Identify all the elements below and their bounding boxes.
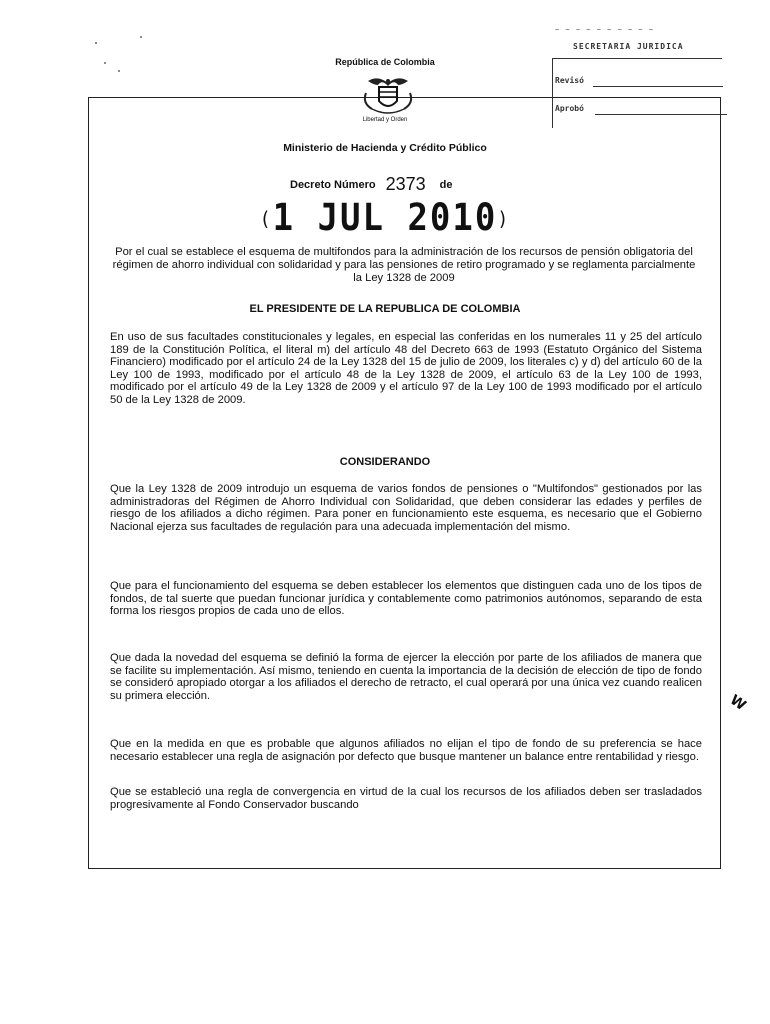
considerando-paragraph-5: Que se estableció una regla de convergencia en virtud de la cual los recursos de los afiliados deben ser trasladados progresivamente al Fondo Conservador buscando <box>110 786 702 811</box>
stamp-secretaria: SECRETARIA JURIDICA <box>573 42 684 51</box>
decree-number-line <box>290 172 452 193</box>
date-stamp-text: 1 JUL 2010 <box>272 196 498 240</box>
considerando-heading: CONSIDERANDO <box>339 456 431 468</box>
stamp-aprobo: Aprobó <box>555 104 584 113</box>
date-stamp: (1 JUL 2010) <box>259 196 511 240</box>
considerando-paragraph-2: Que para el funcionamiento del esquema se deben establecer los elementos que distinguen cada uno de los tipos de fondos, de tal suerte que puedan funcionar jurídica y contablemente como patrimonios autónomos, separando de esta forma los riesgos propios de cada uno de ellos. <box>110 580 702 618</box>
margin-initials: W <box>726 692 749 714</box>
considerando-paragraph-1: Que la Ley 1328 de 2009 introdujo un esquema de varios fondos de pensiones o "Multifondos" gestionados por las administradoras del Régimen de Ahorro Individual con Solidaridad, que deben considerar las edades y perfiles de riesgo de los afiliados a dicho régimen. Para poner en funcionamiento este esquema, es necesario que el Gobierno Nacional ejerza sus facultades de regulación para una adecuada implementación del mismo. <box>110 483 702 533</box>
republica-label: República de Colombia <box>335 57 435 67</box>
decree-summary: Por el cual se establece el esquema de multifondos para la administración de los recursos de pensión obligatoria del régimen de ahorro individual con solidaridad y para las pensiones de retiro programado y se reglamenta parcialmente la Ley 1328 de 2009 <box>112 246 696 284</box>
stamp-reviso: Revisó <box>555 76 584 85</box>
preamble-paragraph: En uso de sus facultades constitucionales y legales, en especial las conferidas en los numerales 11 y 25 del artículo 189 de la Constitución Política, el literal m) del artículo 48 del Decreto 663 de 1993 (Estatuto Orgánico del Sistema Financiero) modificado por el artículo 24 de la Ley 1328 del 15 de julio de 2009, los literales c) y d) del artículo 60 de la Ley 100 de 1993, modificado por el artículo 48 de la Ley 1328 de 2009, el artículo 63 de la Ley 100 de 1993, modificado por el artículo 49 de la Ley 1328 de 2009 y el artículo 97 de la Ley 100 de 1993 modificado por el artículo 50 de la Ley 1328 de 2009. <box>110 331 702 406</box>
considerando-paragraph-3: Que dada la novedad del esquema se definió la forma de ejercer la elección por parte de los afiliados de manera que se facilite su implementación. Así mismo, teniendo en cuenta la importancia de la decisión de elección de tipo de fondo se consideró apropiado otorgar a los afiliados el derecho de retracto, el cual operará por una única vez cuando realicen su primera elección. <box>110 652 702 702</box>
coat-of-arms-icon <box>358 73 418 118</box>
decree-label: Decreto Número <box>290 179 376 191</box>
president-heading: EL PRESIDENTE DE LA REPUBLICA DE COLOMBIA <box>249 303 521 315</box>
approval-stamp: ~ ~ ~ ~ ~ ~ ~ ~ ~ ~ SECRETARIA JURIDICA Revisó Aprobó <box>555 18 730 128</box>
considerando-paragraph-4: Que en la medida en que es probable que algunos afiliados no elijan el tipo de fondo de su preferencia se hace necesario establecer una regla de asignación por defecto que busque mantener un balance entre rentabilidad y riesgo. <box>110 738 702 763</box>
motto-label: Libertad y Orden <box>362 117 408 123</box>
de-label: de <box>439 179 453 191</box>
decree-number: 2373 <box>385 174 426 194</box>
ministry-title: Ministerio de Hacienda y Crédito Público <box>283 142 487 154</box>
